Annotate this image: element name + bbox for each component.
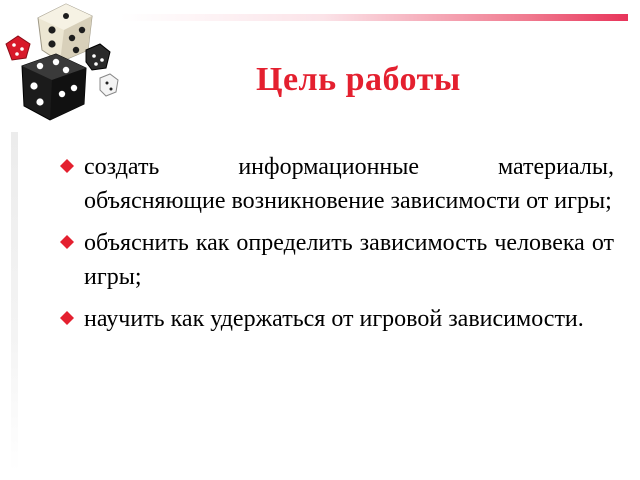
diamond-bullet-icon (60, 159, 74, 173)
list-item (60, 150, 614, 218)
slide-title: Цель работы (256, 61, 461, 98)
diamond-bullet-icon (60, 311, 74, 325)
bullet-text: создать информационные материалы, объясняющие возникновение зависимости от игры; (84, 154, 614, 214)
cream-die-icon (38, 4, 92, 62)
bullet-list (60, 150, 614, 344)
black-die-icon (22, 54, 86, 120)
small-dark-die-icon (86, 44, 110, 70)
tiny-white-die-icon (100, 74, 118, 96)
left-decorative-rule (11, 132, 18, 472)
diamond-bullet-icon (60, 235, 74, 249)
bullet-text: объяснить как определить зависимость человека от игры; (84, 230, 614, 290)
red-die-icon (6, 36, 30, 60)
dice-icon (0, 0, 130, 125)
bullet-text: научить как удержаться от игровой зависимости. (84, 306, 584, 332)
list-item (60, 226, 614, 294)
top-decorative-rule (120, 14, 628, 21)
list-item (60, 302, 614, 336)
